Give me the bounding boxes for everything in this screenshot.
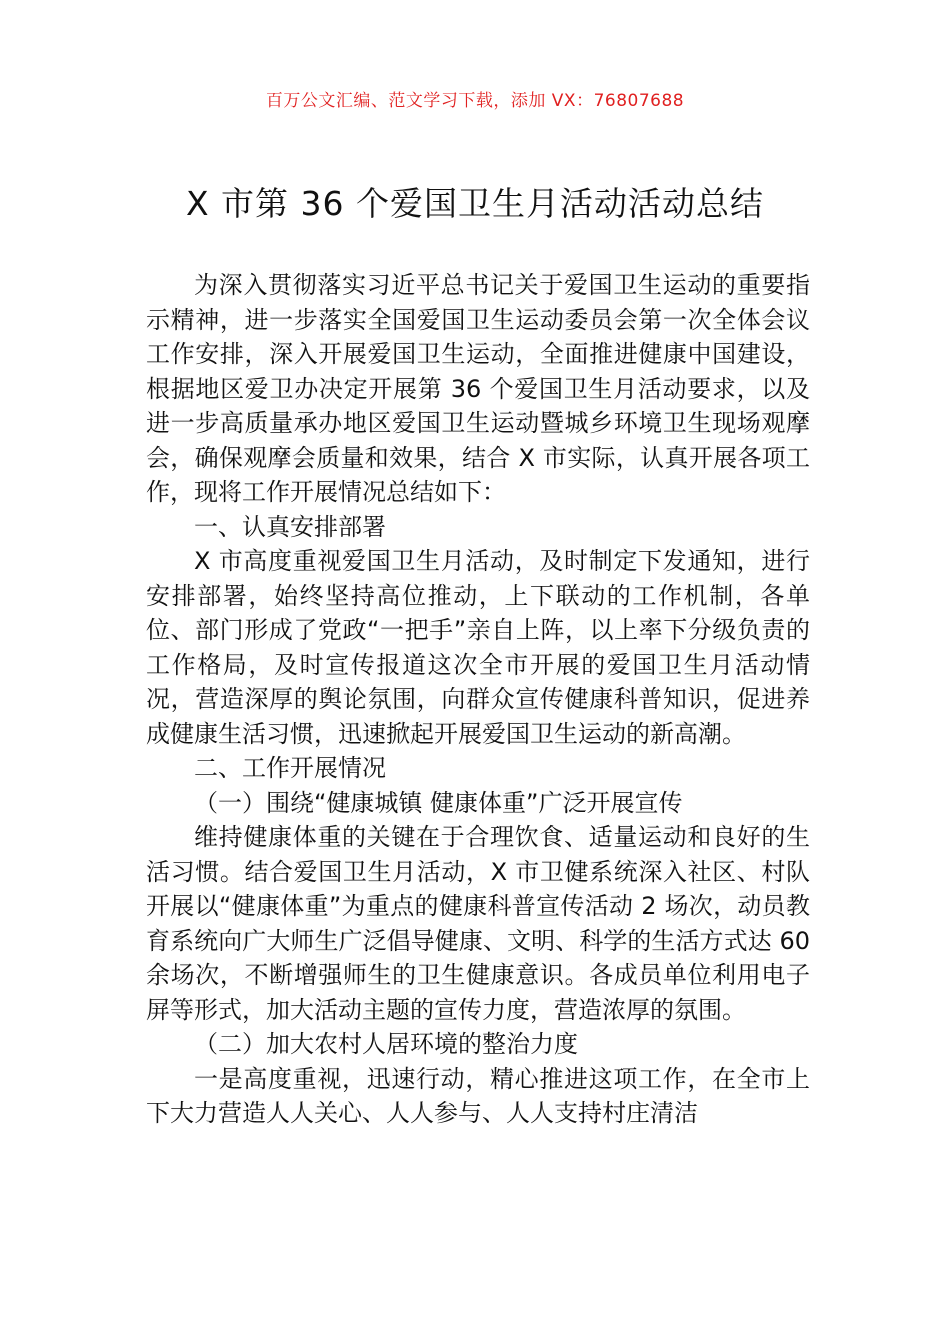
document-body xyxy=(146,268,810,1131)
paragraph: 维持健康体重的关键在于合理饮食、适量运动和良好的生活习惯。结合爱国卫生月活动，X 市卫健系统深入社区、村队开展以“健康体重”为重点的健康科普宣传活动 2 场次，动员教育系统向广大师生广泛倡导健康、文明、科学的生活方式达 60 余场次，不断增强师生的卫生健康意识。各成员单位利用电子屏等形式，加大活动主题的宣传力度，营造浓厚的氛围。 xyxy=(146,823,810,1024)
section-heading-2: 二、工作开展情况 xyxy=(194,754,386,782)
paragraph-intro: 为深入贯彻落实习近平总书记关于爱国卫生运动的重要指示精神，进一步落实全国爱国卫生运动委员会第一次全体会议工作安排，深入开展爱国卫生运动，全面推进健康中国建设，根据地区爱卫办决定开展第 36 个爱国卫生月活动要求，以及进一步高质量承办地区爱国卫生运动暨城乡环境卫生现场观摩会，确保观摩会质量和效果，结合 X 市实际，认真开展各项工作，现将工作开展情况总结如下： xyxy=(146,271,810,506)
subsection-heading-2: （二）加大农村人居环境的整治力度 xyxy=(194,1030,578,1058)
document-title: X 市第 36 个爱国卫生月活动活动总结 xyxy=(185,184,765,223)
paragraph: 一是高度重视，迅速行动，精心推进这项工作，在全市上下大力营造人人关心、人人参与、人人支持村庄清洁 xyxy=(146,1064,810,1127)
header-note: 百万公文汇编、范文学习下载，添加 VX：76807688 xyxy=(265,91,685,111)
paragraph: X 市高度重视爱国卫生月活动，及时制定下发通知，进行安排部署，始终坚持高位推动，上下联动的工作机制，各单位、部门形成了党政“一把手”亲自上阵，以上率下分级负责的工作格局，及时宣传报道这次全市开展的爱国卫生月活动情况，营造深厚的舆论氛围，向群众宣传健康科普知识，促进养成健康生活习惯，迅速掀起开展爱国卫生运动的新高潮。 xyxy=(146,547,810,748)
subsection-heading-1: （一）围绕“健康城镇 健康体重”广泛开展宣传 xyxy=(194,788,683,817)
section-heading-1: 一、认真安排部署 xyxy=(194,512,386,541)
